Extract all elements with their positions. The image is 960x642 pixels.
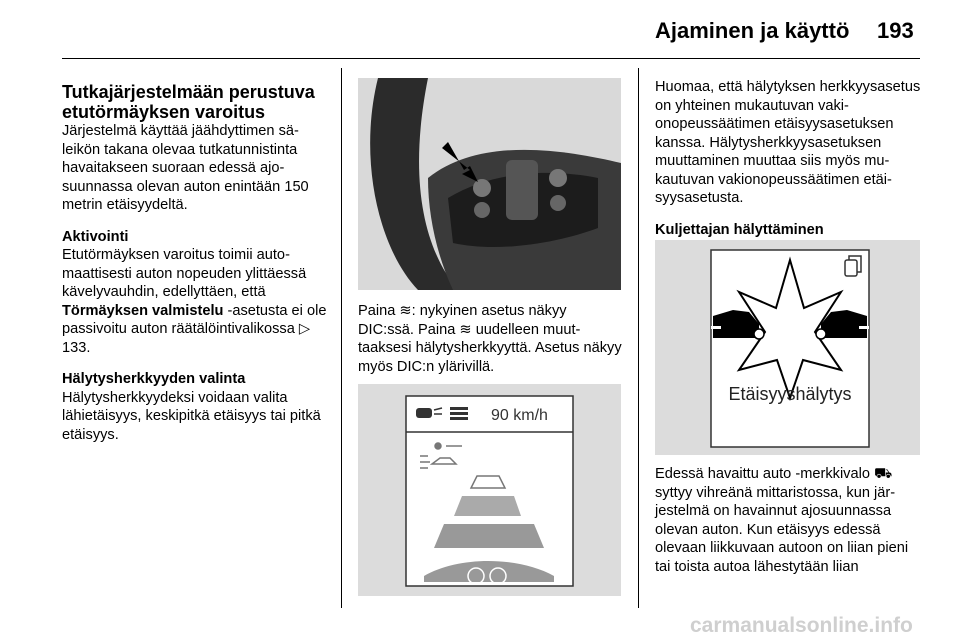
- sensitivity-paragraph: Hälytysherkkyydeksi voidaan valita lähietäisyys, keskipitkä etäisyys tai pitkä etäisyys.: [62, 389, 321, 443]
- subheading-driver-alert: Kuljettajan hälyttäminen: [655, 221, 824, 238]
- dic-display-illustration: [358, 384, 621, 596]
- section-heading-line1: Tutkajärjestelmään perustuva: [62, 82, 315, 102]
- following-distance-icon: ≋: [399, 303, 412, 319]
- indicator-paragraph: Edessä havaittu auto -merkkivalo ⛟ syttyy vihreänä mittaristossa, kun järjestelmä on havainnut ajosuunnassa olevan auton. Kun etäisyys edessä olevaan liikkuvaan autoon on liian pieni tai toista autoa lähestytään liian: [655, 466, 909, 575]
- page-reference-link[interactable]: 133.: [62, 339, 91, 356]
- column-2: [358, 302, 623, 389]
- watermark: carmanualsonline.info: [690, 614, 913, 637]
- steering-wheel-figure: [358, 78, 621, 290]
- setting-name: Törmäyksen valmistelu: [62, 302, 224, 319]
- dic-speed-readout: 90 km/h: [491, 407, 548, 424]
- page-number: 193: [877, 18, 914, 43]
- vehicle-ahead-icon: ⛟: [874, 466, 893, 482]
- steering-wheel-illustration: [358, 78, 621, 290]
- sensitivity-note-paragraph: Huomaa, että hälytyksen herkkyysasetus on yhteinen mukautuvan vakionopeussäätimen etäisyysasetuksen kanssa. Hälytysherkkyysasetuksen muuttaminen muuttaa siis myös mukautuvan vakionopeussäätimen etäisyysasetusta.: [655, 79, 921, 206]
- subheading-sensitivity: Hälytysherkkyyden valinta: [62, 371, 246, 387]
- column-divider-2: [638, 68, 639, 608]
- collision-alert-illustration: [655, 240, 920, 455]
- section-heading-line2: etutörmäyksen varoitus: [62, 102, 266, 122]
- column-3: [655, 78, 923, 239]
- following-distance-icon: ≋: [459, 321, 472, 338]
- ref-arrow-icon: ▷: [298, 321, 311, 337]
- column-divider-1: [341, 68, 342, 608]
- subheading-aktivointi: Aktivointi: [62, 228, 129, 245]
- button-instruction-paragraph: Paina ≋: nykyinen asetus näkyy DIC:ssä. Paina ≋ uudelleen muuttaaksesi hälytysherkkyyttä. Asetus näkyy myös DIC:n ylärivillä.: [358, 303, 622, 375]
- alert-label: Etäisyyshälytys: [728, 384, 852, 404]
- page-header-title: Ajaminen ja käyttö: [655, 18, 850, 43]
- header-rule: [62, 58, 920, 59]
- dic-display-figure: [358, 384, 621, 596]
- column-1: [62, 82, 332, 457]
- activation-paragraph: Etutörmäyksen varoitus toimii automaattisesti auton nopeuden ylittäessä kävelyvauhdin, edellyttäen, että Törmäyksen valmistelu -asetusta ei ole passivoitu auton räätälöintivalikossa ▷ 133.: [62, 247, 327, 356]
- column-3-bottom: [655, 465, 923, 589]
- following-distance-icon: [450, 407, 468, 420]
- collision-alert-figure: [655, 240, 920, 455]
- intro-paragraph: Järjestelmä käyttää jäähdyttimen säleikön takana olevaa tutkatunnistinta havaitakseen suoraan edessä ajosuunnassa olevan auton enintään 150 metrin etäisyydeltä.: [62, 123, 309, 213]
